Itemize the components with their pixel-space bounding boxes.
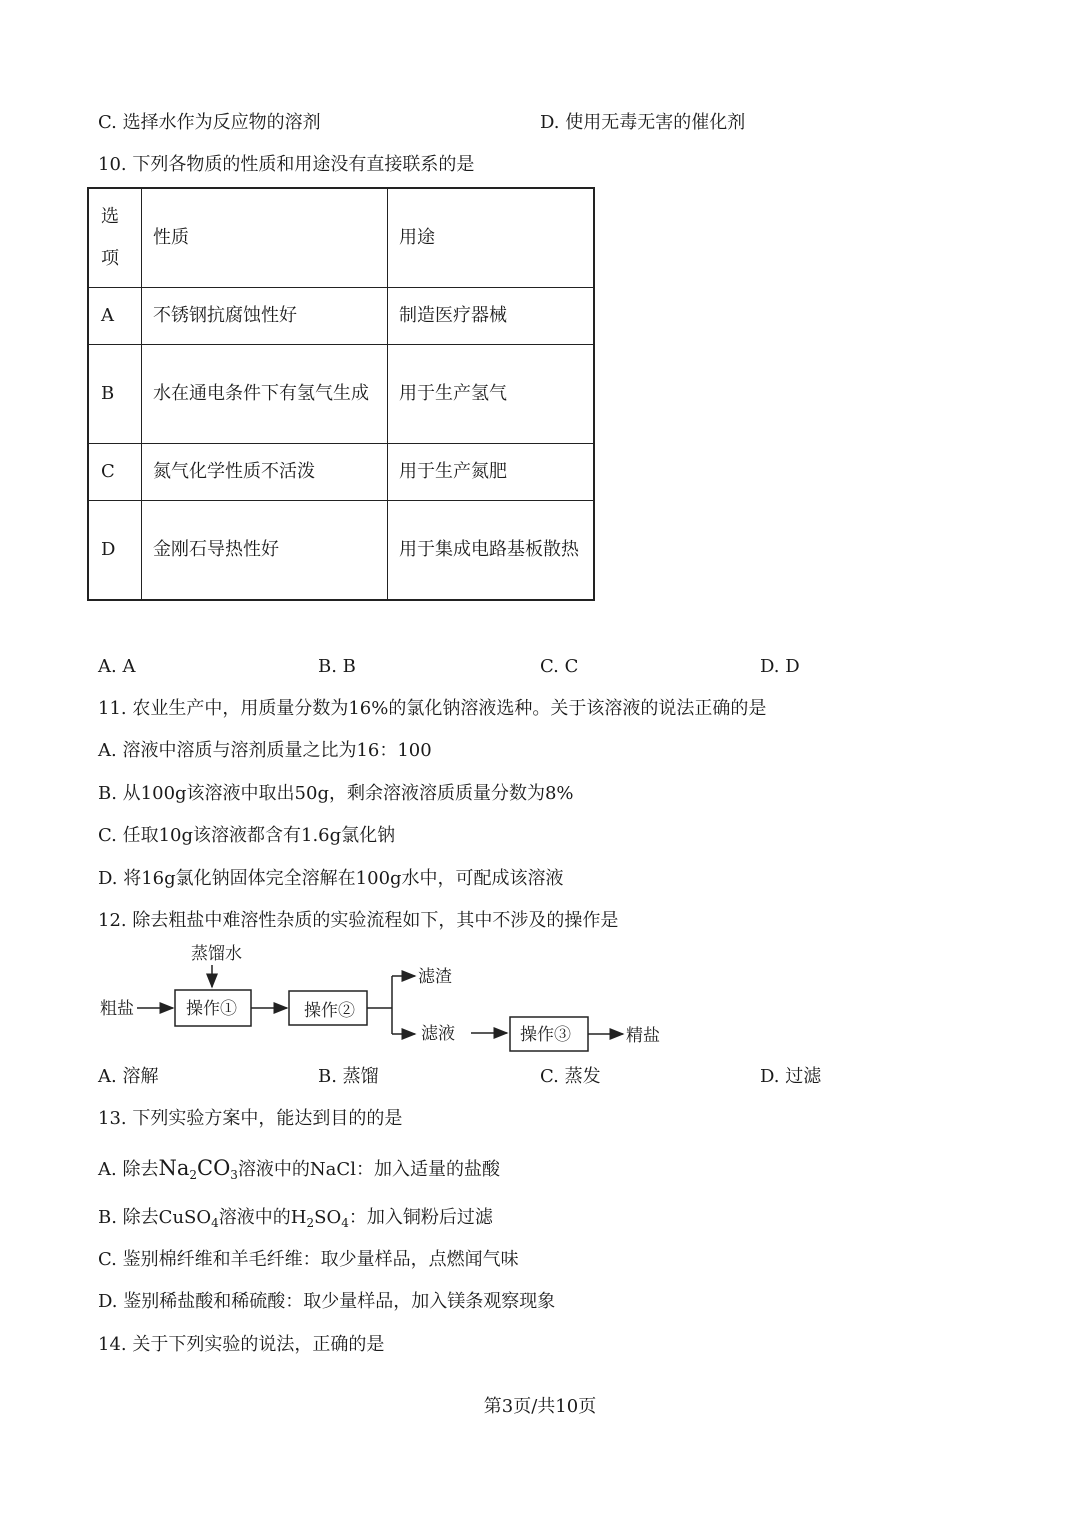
q10-choice-d: D. D xyxy=(760,656,800,677)
q12-choice-b: B. 蒸馏 xyxy=(318,1066,379,1087)
q14-stem: 14. 关于下列实验的说法，正确的是 xyxy=(98,1334,385,1355)
row-property: 金刚石导热性好 xyxy=(142,501,388,601)
row-property: 水在通电条件下有氢气生成 xyxy=(142,345,388,444)
q13-stem: 13. 下列实验方案中，能达到目的的是 xyxy=(98,1108,403,1129)
q10-table xyxy=(87,187,595,601)
q9-option-d: D. 使用无毒无害的催化剂 xyxy=(540,112,746,133)
flow-input-label: 粗盐 xyxy=(100,999,134,1018)
q13-option-d: D. 鉴别稀盐酸和稀硫酸：取少量样品，加入镁条观察现象 xyxy=(98,1291,556,1312)
flow-filtrate-label: 滤液 xyxy=(421,1024,455,1043)
q13-option-a: A. 除去$Na_2CO_3$溶液中的NaCl：加入适量的盐酸 xyxy=(98,1156,500,1182)
row-option: B xyxy=(88,345,142,444)
row-use: 用于集成电路基板散热 xyxy=(388,501,595,601)
q11-stem: 11. 农业生产中，用质量分数为16%的氯化钠溶液选种。关于该溶液的说法正确的是 xyxy=(98,698,767,719)
flow-reagent-label: 蒸馏水 xyxy=(191,944,242,963)
q12-choice-a: A. 溶解 xyxy=(98,1066,159,1087)
flow-product-label: 精盐 xyxy=(626,1026,660,1045)
table-row xyxy=(88,501,594,601)
table-header-row xyxy=(88,188,594,288)
flow-step3-label: 操作③ xyxy=(520,1025,571,1044)
flow-step1-label: 操作① xyxy=(186,999,237,1018)
q10-choice-c: C. C xyxy=(540,656,579,677)
q10-choice-b: B. B xyxy=(318,656,356,677)
flow-residue-label: 滤渣 xyxy=(418,967,452,986)
q10-stem: 10. 下列各物质的性质和用途没有直接联系的是 xyxy=(98,154,475,175)
row-use: 用于生产氢气 xyxy=(388,345,595,444)
page-number: 第3页/共10页 xyxy=(483,1396,597,1417)
header-property: 性质 xyxy=(142,188,388,288)
table-row xyxy=(88,288,594,345)
q12-choice-d: D. 过滤 xyxy=(760,1066,822,1087)
row-option: A xyxy=(88,288,142,345)
q12-stem: 12. 除去粗盐中难溶性杂质的实验流程如下，其中不涉及的操作是 xyxy=(98,910,619,931)
q12-choice-c: C. 蒸发 xyxy=(540,1066,601,1087)
q11-option-b: B. 从100g该溶液中取出50g，剩余溶液溶质质量分数为8% xyxy=(98,783,574,804)
formula-na2co3: $Na_2CO_3$ xyxy=(158,1156,238,1182)
row-use: 用于生产氮肥 xyxy=(388,444,595,501)
q11-option-d: D. 将16g氯化钠固体完全溶解在100g水中，可配成该溶液 xyxy=(98,868,564,889)
table-row xyxy=(88,345,594,444)
q13-option-c: C. 鉴别棉纤维和羊毛纤维：取少量样品，点燃闻气味 xyxy=(98,1249,519,1270)
table-row xyxy=(88,444,594,501)
q10-choice-a: A. A xyxy=(98,656,136,677)
header-option: 选 项 xyxy=(88,188,142,288)
row-property: 氮气化学性质不活泼 xyxy=(142,444,388,501)
q13-option-b: B. 除去CuSO$_4$溶液中的$H_2SO_4$：加入铜粉后过滤 xyxy=(98,1207,493,1230)
q11-option-c: C. 任取10g该溶液都含有1.6g氯化钠 xyxy=(98,825,396,846)
q11-option-a: A. 溶液中溶质与溶剂质量之比为16：100 xyxy=(98,740,432,761)
header-use: 用途 xyxy=(388,188,595,288)
row-option: C xyxy=(88,444,142,501)
q12-flow-diagram xyxy=(95,940,675,1065)
row-property: 不锈钢抗腐蚀性好 xyxy=(142,288,388,345)
row-option: D xyxy=(88,501,142,601)
flow-step2-label: 操作② xyxy=(304,1001,355,1020)
q9-option-c: C. 选择水作为反应物的溶剂 xyxy=(98,112,321,133)
row-use: 制造医疗器械 xyxy=(388,288,595,345)
